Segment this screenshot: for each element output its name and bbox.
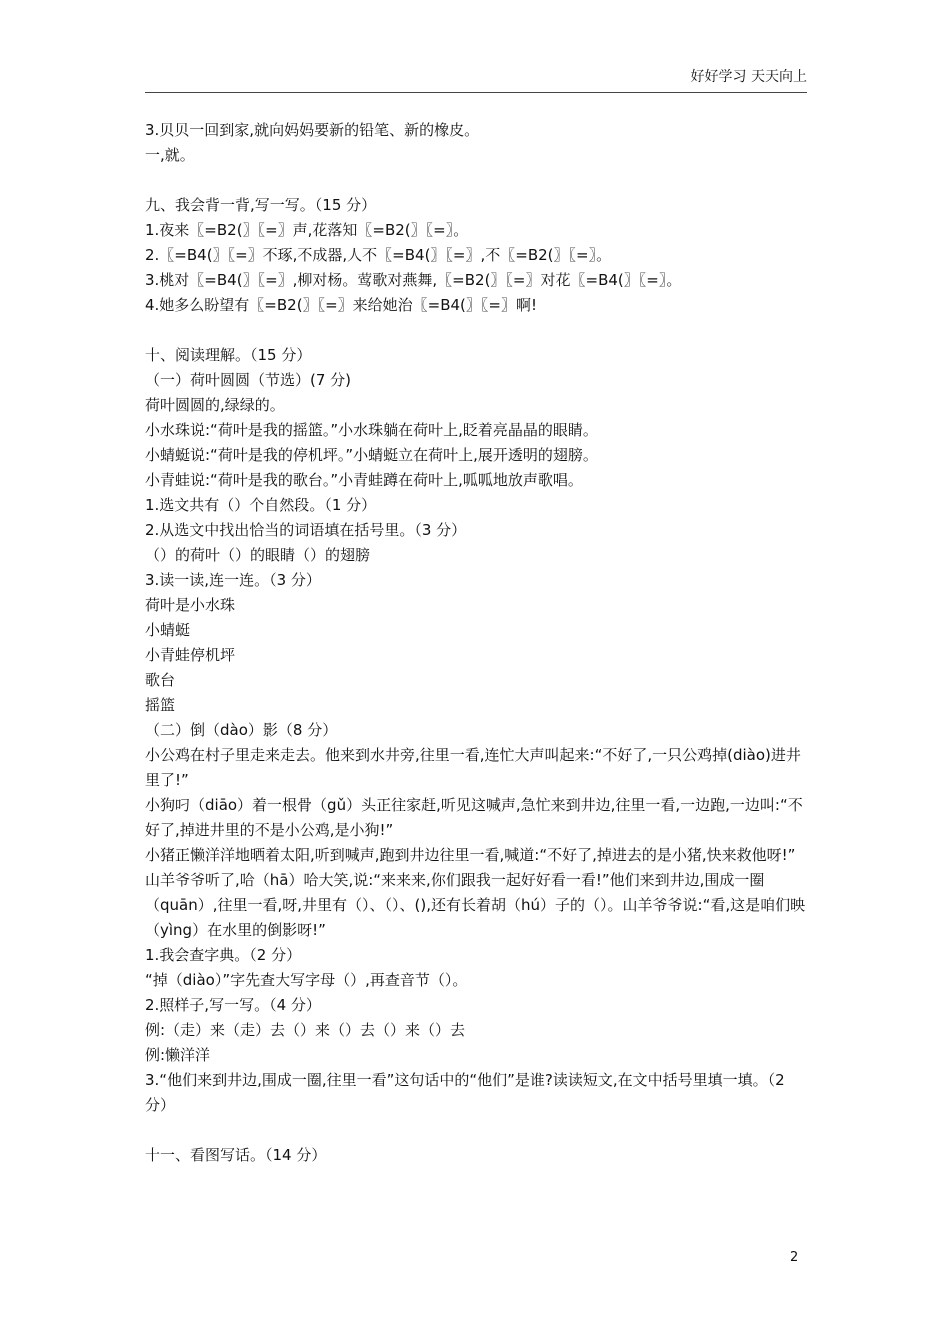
text-line: 荷叶圆圆的,绿绿的。 [145, 396, 285, 414]
question-line: 1.选文共有（）个自然段。（1 分） [145, 496, 377, 514]
text-line: 3.贝贝一回到家,就向妈妈要新的铅笔、新的橡皮。 [145, 121, 480, 139]
question-line: 2.照样子,写一写。（4 分） [145, 996, 321, 1014]
text-line: 小水珠说:“荷叶是我的摇篮。”小水珠躺在荷叶上,眨着亮晶晶的眼睛。 [145, 421, 598, 439]
text-line: 一,就。 [145, 146, 195, 164]
question-line: 3.读一读,连一连。（3 分） [145, 571, 321, 589]
page-header: 好好学习 天天向上 [145, 66, 807, 93]
text-line: 2.〖=B4(〗〖=〗不琢,不成器,人不〖=B4(〗〖=〗,不〖=B2(〗〖=〗。 [145, 246, 612, 264]
section-heading: 十一、看图写话。（14 分） [145, 1146, 327, 1164]
subsection-heading: （一）荷叶圆圆（节选）(7 分) [145, 371, 352, 389]
blank-line [145, 168, 810, 193]
paragraph: 小狗叼（diāo）着一根骨（gǔ）头正往家赶,听见这喊声,急忙来到井边,往里一看,一边跑,一边叫:“不好了,掉进井里的不是小公鸡,是小狗!” [145, 796, 803, 839]
text-line: “掉（diào）”字先查大写字母（）,再查音节（）。 [145, 971, 468, 989]
text-line: 例:懒洋洋 [145, 1046, 211, 1064]
text-line: 小蜻蜓说:“荷叶是我的停机坪。”小蜻蜓立在荷叶上,展开透明的翅膀。 [145, 446, 598, 464]
text-line: 4.她多么盼望有〖=B2(〗〖=〗来给她治〖=B4(〗〖=〗啊! [145, 296, 537, 314]
blank-line [145, 1118, 810, 1143]
paragraph: 山羊爷爷听了,哈（hā）哈大笑,说:“来来来,你们跟我一起好好看一看!”他们来到井边,围成一圈（quān）,往里一看,呀,井里有（）、（）、(),还有长着胡（hú）子的（）。山羊爷爷说:“看,这是咱们映（yìng）在水里的倒影呀!” [145, 871, 806, 939]
text-line: 歌台 [145, 671, 176, 689]
text-line: 摇篮 [145, 696, 176, 714]
text-line: 3.桃对〖=B4(〗〖=〗,柳对杨。莺歌对燕舞,〖=B2(〗〖=〗对花〖=B4(〗〖=〗。 [145, 271, 682, 289]
section-heading: 九、我会背一背,写一写。（15 分） [145, 196, 377, 214]
question-line: 1.我会查字典。（2 分） [145, 946, 302, 964]
text-line: 例:（走）来（走）去（）来（）去（）来（）去 [145, 1021, 466, 1039]
text-line: （）的荷叶（）的眼睛（）的翅膀 [145, 546, 371, 564]
page-number: 2 [790, 1250, 799, 1265]
paragraph: 小猪正懒洋洋地晒着太阳,听到喊声,跑到井边往里一看,喊道:“不好了,掉进去的是小猪,快来救他呀!” [145, 846, 796, 864]
blank-line [145, 318, 810, 343]
text-line: 1.夜来〖=B2(〗〖=〗声,花落知〖=B2(〗〖=〗。 [145, 221, 469, 239]
subsection-heading: （二）倒（dào）影（8 分） [145, 721, 338, 739]
document-body [145, 118, 810, 1168]
section-heading: 十、阅读理解。（15 分） [145, 346, 312, 364]
text-line: 小青蛙停机坪 [145, 646, 236, 664]
text-line: 小蜻蜓 [145, 621, 191, 639]
text-line: 荷叶是小水珠 [145, 596, 236, 614]
question-line: 3.“他们来到井边,围成一圈,往里一看”这句话中的“他们”是谁?读读短文,在文中括号里填一填。（2 分） [145, 1071, 785, 1114]
question-line: 2.从选文中找出恰当的词语填在括号里。（3 分） [145, 521, 467, 539]
text-line: 小青蛙说:“荷叶是我的歌台。”小青蛙蹲在荷叶上,呱呱地放声歌唱。 [145, 471, 583, 489]
paragraph: 小公鸡在村子里走来走去。他来到水井旁,往里一看,连忙大声叫起来:“不好了,一只公鸡掉(diào)进井里了!” [145, 746, 801, 789]
